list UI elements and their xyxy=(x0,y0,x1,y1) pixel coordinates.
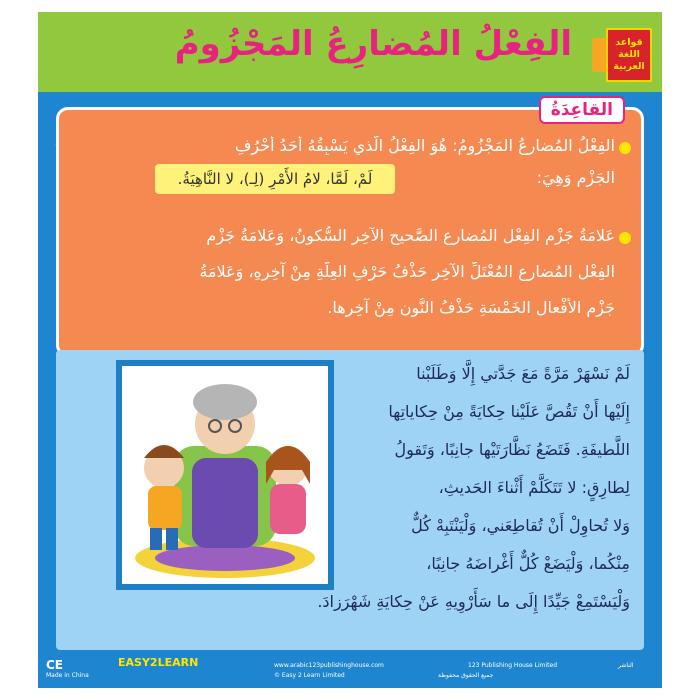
rule-text-line: جَزْمِ الأَفْعالِ الخَمْسَةِ حَذْفُ النُّونِ مِنْ آخِرِها. xyxy=(327,298,615,317)
rule-heading: القاعِدَةُ xyxy=(539,96,625,124)
story-line: مِنْكُما، وَلْيَضَعْ كُلٌّ أَغْراضَهُ جانِبًا، xyxy=(426,554,630,573)
rule-text-line: عَلامَةُ جَزْمِ الفِعْلِ المُضارِعِ الصَّحيحِ الآخِرِ السُّكونُ، وَعَلامَةُ جَزْمِ xyxy=(206,226,615,245)
footer-bar xyxy=(38,650,662,688)
rights-english: © Easy 2 Learn Limited xyxy=(274,672,345,679)
story-line: لَمْ نَسْهَرْ مَرَّةً مَعَ جَدَّتي إِلَّا وَطَلَبْنا xyxy=(416,364,630,383)
rule-text-line: الجَزْمِ وَهِيَ: xyxy=(536,168,615,187)
publisher-arabic: الناشر xyxy=(618,662,634,669)
story-line: وَلا تُحاوِلْ أَنْ تُقاطِعَني، وَلْيَنْتَبِهْ كُلٌّ xyxy=(411,516,630,535)
series-logo xyxy=(584,28,652,82)
rule-text-line: الفِعْلُ المُضارِعُ المَجْزُومُ: هُوَ الفِعْلُ الَّذي يَسْبِقُهُ أَحَدُ أَحْرُفِ xyxy=(234,136,615,155)
story-line: إِلَيْها أَنْ تَقُصَّ عَلَيْنا حِكايَةً مِنْ حِكاياتِها xyxy=(388,402,630,421)
rights-arabic: جميع الحقوق محفوظة xyxy=(438,672,494,679)
grandmother-and-children-image xyxy=(122,366,328,584)
rule-text-line: الفِعْلِ المُضارِعِ المُعْتَلِّ الآخِرِ حَذْفُ حَرْفِ العِلَّةِ مِنْ آخِرِهِ، وَعَلامَةُ xyxy=(199,262,615,281)
brand-logo: EASY2LEARN xyxy=(118,656,199,669)
rule-card xyxy=(56,100,644,357)
jussive-particles-highlight: لَمْ، لَمَّا، لامُ الأَمْرِ (لِـ)، لا النَّاهِيَةُ. xyxy=(155,164,395,194)
grandmother-illustration xyxy=(116,360,334,590)
logo-line: العربية xyxy=(613,61,645,72)
story-line: اللَّطيفَةِ. فَتَضَعُ نَظَّارَتَيْها جانِبًا، وَتَقولُ xyxy=(394,440,630,459)
page-title: الفِعْلُ المُضارِعُ المَجْزُومُ xyxy=(174,24,572,64)
story-line: وَلْيَسْتَمِعْ جَيِّدًا إِلَى ما سَأَرْوِيهِ عَنْ حِكايَةِ شَهْرَزادَ. xyxy=(317,592,630,611)
logo-line: قواعد xyxy=(615,37,643,48)
bullet-icon xyxy=(619,142,631,154)
story-line: لِطارِقٍ: لا تَتَكَلَّمْ أَثْناءَ الحَديثِ، xyxy=(438,478,630,497)
bullet-icon xyxy=(619,232,631,244)
logo-line: اللغة xyxy=(618,49,640,60)
publisher-english: 123 Publishing House Limited xyxy=(468,662,558,669)
ce-mark: CE Made in China xyxy=(46,658,89,679)
website-text: www.arabic123publishinghouse.com xyxy=(274,662,384,669)
header-bar xyxy=(38,12,662,92)
